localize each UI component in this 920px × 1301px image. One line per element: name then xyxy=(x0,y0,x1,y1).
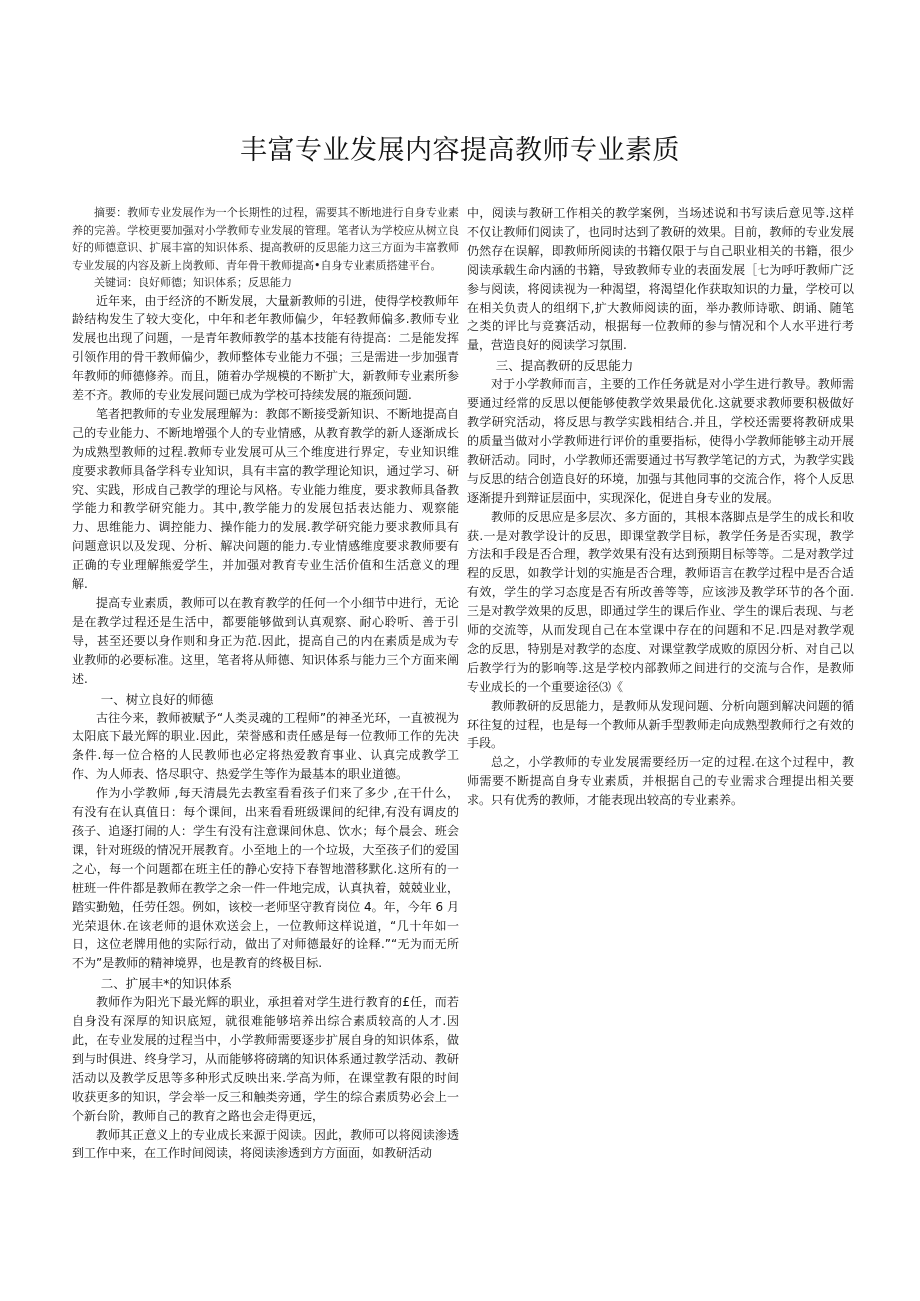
paragraph: 教师其正意义上的专业成长来源于阅读。因此，教师可以将阅读渗透到工作中来，在工作时间阅读，将阅读渗透到方方面面，如教研活动 xyxy=(72,1127,459,1161)
page-title: 丰富专业发展内容提高教师专业素质 xyxy=(240,135,680,166)
paragraph: 作为小学教师 ,每天清晨先去教室看看孩子们来了多少 ,在干什么，有没有在认真值日：每个课间，出来看看班级课间的纪律,有没有调皮的孩子、追逐打闹的人：学生有没有注意课间休息、饮水；每个晨会、班会课，针对班级的情况开展教育。小至地上的一个垃圾，大至孩子们的爱国之心，每一个问题都在班主任的静心安持下春智地潜移默化.这所有的一桩班一件件都是教师在教学之余一件一件地完成，认真执着，兢兢业业，踏实勤勉，任劳任怨。例如，该校一老师坚守教育岗位 4。年，今年 6 月光荣退休.在该老师的退休欢送会上，一位教师这样说道，“几十年如一日，这位老牌用他的实际行动，做出了对师德最好的诠释.”“无为而无所不为”是教师的精神境界，也是教育的终极目标. xyxy=(72,786,459,971)
keywords: 关键词：良好师德；知识体系；反思能力 xyxy=(94,276,292,289)
paragraph: 对于小学教师而言，主要的工作任务就是对小学生进行教导。教师需要通过经常的反思以便能够使教学效果最优化.这就要求教师要积极做好教学研究活动，将反思与教学实践相结合.并且，学校还需要将教研成果的质量当做对小学教师进行评价的重要指标，使得小学教师能够主动开展教研活动。同时，小学教师还需要通过书写教学笔记的方式，为教学实践与反思的结合创造良好的环境，加强与其他同事的交流合作，将个人反思逐渐提升到辩证层面中，实现深化，促进自身专业的发展。 xyxy=(467,377,854,505)
paragraph: 总之，小学教师的专业发展需要经历一定的过程.在这个过程中，教师需要不断提高自身专业素质，并根据自己的专业需求合理提出相关要求。只有优秀的教师，才能表现出较高的专业素养。 xyxy=(467,755,854,808)
section-heading-2: 二、扩展丰*的知识体系 xyxy=(100,976,233,992)
paragraph: 古往今来，教师被赋予“人类灵魂的工程师”的神圣光环，一直被视为太阳底下最光辉的职业.因此，荣誉感和责任感是每一位教师工作的先决条件.每一位合格的人民教师也必定将热爱教育事业、认真完成教学工作、为人师表、恪尽职守、热爱学生等作为最基本的职业道德。 xyxy=(72,710,459,782)
paragraph: 中，阅读与教研工作相关的教学案例，当场述说和书写读后意见等.这样不仅让教师们阅读了，也同时达到了教研的效果。目前，教师的专业发展仍然存在误解，即教师所阅读的书籍仅限于与自己职业相关的书籍，很少阅读承载生命内涵的书籍，导致教师专业的表面发展［七为呼吁教师广泛参与阅读，将阅读视为一种渴望，将渴望化作获取知识的力量，学校可以在相关负责人的组纲下,扩大教师阅读的面，举办教师诗歌、朗诵、随笔之类的评比与竞赛活动，根据每一位教师的参与情况和个人水平进行考量，营造良好的阅读学习氛围. xyxy=(467,206,854,353)
paragraph: 教师的反思应是多层次、多方面的，其根本落脚点是学生的成长和收获.一是对教学设计的反思，即课堂教学目标，教学任务是否实现，教学方法和手段是否合理，教学效果有没有达到预期目标等等。二是对教学过程的反思，如教学计划的实施是否合理，教师语言在教学过程中是否合适有效，学生的学习态度是否有所改善等等，应该涉及教学环节的各个面.三是对教学效果的反思，即通过学生的课后作业、学生的课后表现、与老师的交流等，从而发现自己在本堂课中存在的问题和不足.四是对教学观念的反思，特别是对教学的态度、对课堂教学成败的原因分析、对自己以后教学行为的影响等.这是学校内部教师之间进行的交流与合作，是教师专业成长的一个重要途径⑶《 xyxy=(467,509,854,694)
paragraph: 笔者把教师的专业发展理解为：教郎不断接受新知识、不断地提高自己的专业能力、不断地增强个人的专业情感，从教育教学的新人逐渐成长为成熟型教师的过程.教师专业发展可从三个维度进行界定，专业知识维度要求教师具备学科专业知识，具有丰富的教学理论知识，通过学习、研究、实践，形成自己教学的理论与风格。专业能力维度，要求教师具备教学能力和教学研究能力。其中,教学能力的发展包括表达能力、观察能力、思维能力、调控能力、操作能力的发展.教学研究能力要求教师具有问题意识以及发现、分析、解决问题的能力.专业情感维度要求教师要有正确的专业理解熊爱学生，并加强对教育专业生活价值和生活意义的理解. xyxy=(72,406,459,592)
paragraph: 教师作为阳光下最光辉的职业，承担着对学生进行教育的£任，而若自身没有深厚的知识底短，就很难能够培养出综合素质较高的人才.因此，在专业发展的过程当中，小学教师需要逐步扩展自身的知识体系，做到与时俱进、终身学习，从而能够将磅璃的知识体系通过教学活动、教研活动以及教学反思等多种形式反映出来.学高为师，在课堂教有限的时间收获更多的知识，学会举一反三和触类旁通，学生的综合素质势必会上一个新台阶，教师自己的教育之路也会走得更远， xyxy=(72,995,459,1123)
right-column xyxy=(467,204,854,810)
paragraph: 教师教研的反思能力，是教师从发现问题、分析向题到解决问题的循环往复的过程，也是每一个教师从新手型教师走向成熟型教师行之有效的手段。 xyxy=(467,698,854,751)
section-heading-1: 一、树立良好的师德 xyxy=(100,691,214,707)
left-column xyxy=(72,204,459,1163)
section-heading-3: 三、提高教研的反思能力 xyxy=(495,358,634,374)
abstract: 摘要：教师专业发展作为一个长期性的过程，需要其不断地进行自身专业素养的完善。学校更要加强对小学教师专业发展的管理。笔者认为学校应从树立良好的师德意识、扩展丰富的知识体系、提高教研的反思能力这三方面为丰富教师专业发展的内容及新上岗教师、青年骨干教师提高•自身专业素质搭建平台。 xyxy=(72,206,459,272)
paragraph: 近年来，由于经济的不断发展，大量新教师的引进，使得学校教师年龄结构发生了较大变化，中年和老年教师偏少，年轻教师偏多.教师专业发展也出现了问题，一是青年教师教学的基本技能有待提高：二是能发挥引领作用的骨干教师偏少，教师整体专业能力不强；三是需进一步加强青年教师的师德修养。而且，随着办学规模的不断扩大，新教师专业素所参差不齐。教师的专业发展问题已成为学校可持续发展的瓶颈问题. xyxy=(72,293,459,403)
paragraph: 提高专业素质，教师可以在教育教学的任何一个小细节中进行，无论是在教学过程还是生活中，都要能够做到认真观察、耐心聆听、善于引导，甚至还要以身作则和身正为范.因此，提高自己的内在素质是成为专业教师的必要标准。这里，笔者将从师德、知识体系与能力三个方面来阐述. xyxy=(72,596,459,686)
